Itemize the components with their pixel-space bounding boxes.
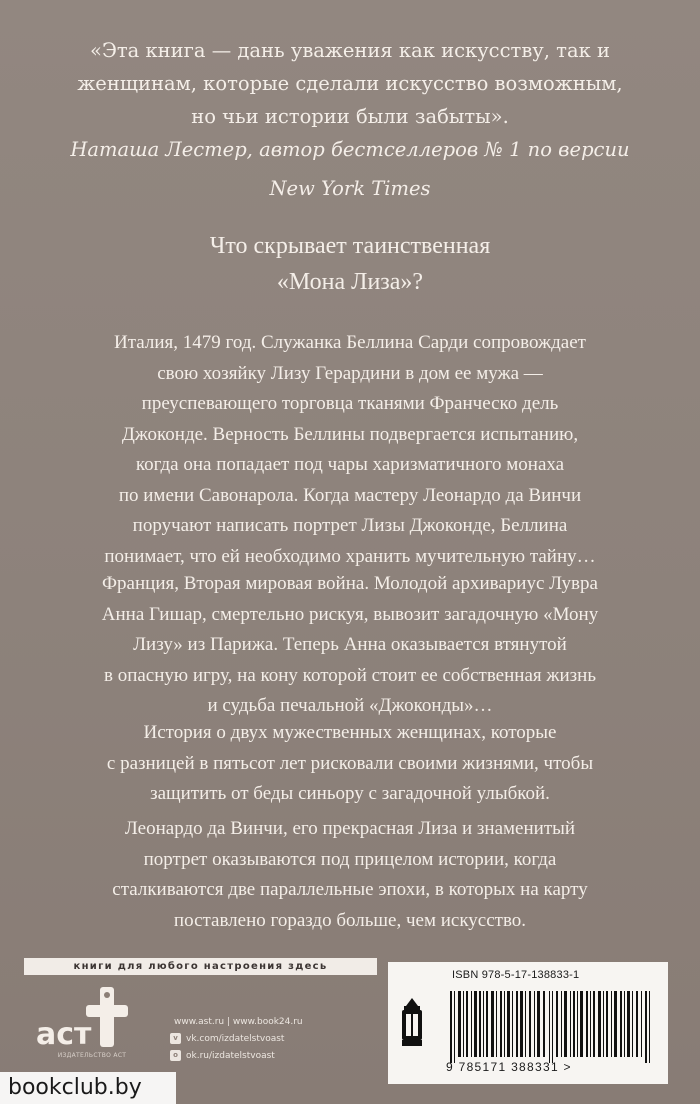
headline-line-2: «Мона Лиза»? (276, 269, 424, 295)
paragraph-leonardo (20, 814, 680, 936)
publisher-links (170, 1013, 380, 1064)
lantern-icon (398, 998, 426, 1050)
watermark: bookclub.by (0, 1072, 176, 1104)
paragraph-line: Франция, Вторая мировая война. Молодой архивариус Лувра (102, 573, 598, 594)
paragraph-line: понимает, что ей необходимо хранить мучительную тайну… (104, 545, 596, 567)
headline-line-1: Что скрывает таинственная (209, 233, 491, 259)
review-quote (20, 34, 680, 205)
paragraph-line: Анна Гишар, смертельно рискуя, вывозит загадочную «Мону (101, 603, 599, 625)
vk-link[interactable] (170, 1030, 380, 1047)
barcode-icon (446, 988, 660, 1066)
paragraph-france (20, 569, 680, 722)
paragraph-line: Леонардо да Винчи, его прекрасная Лиза и знаменитый (124, 818, 576, 839)
quote-source: New York Times (269, 177, 431, 200)
ok-icon: o (170, 1050, 181, 1061)
headline (40, 228, 660, 300)
paragraph-line: сталкиваются две параллельные эпохи, в которых на карту (112, 879, 588, 900)
paragraph-italy (20, 328, 680, 572)
paragraph-line: Лизу» из Парижа. Теперь Анна оказывается втянутой (133, 634, 567, 655)
paragraph-line: преуспевающего торговца тканями Франческо дель (141, 393, 559, 414)
quote-line-3: но чьи истории были забыты». (191, 105, 509, 128)
paragraph-line: История о двух мужественных женщинах, которые (143, 722, 557, 743)
paragraph-line: с разницей в пятьсот лет рисковали своими жизнями, чтобы (106, 752, 594, 774)
paragraph-line: по имени Савонарола. Когда мастеру Леонардо да Винчи (118, 484, 582, 506)
quote-line-1: «Эта книга — дань уважения как искусству, так и (90, 39, 610, 62)
paragraph-line: поручают написать портрет Лизы Джоконде, Беллина (132, 515, 568, 536)
ok-link[interactable] (170, 1047, 380, 1064)
paragraph-line: свою хозяйку Лизу Герардини в дом ее мужа — (157, 362, 543, 384)
ok-link-text: ok.ru/izdatelstvoast (186, 1050, 275, 1061)
paragraph-line: Италия, 1479 год. Служанка Беллина Сарди сопровождает (114, 332, 586, 353)
paragraph-story (20, 718, 680, 810)
publisher-subtitle: ИЗДАТЕЛЬСТВО АСТ (57, 1052, 127, 1059)
paragraph-line: портрет оказываются под прицелом истории, когда (143, 848, 557, 870)
tagline-bar: книги для любого настроения здесь (24, 958, 377, 975)
paragraph-line: защитить от беды синьору с загадочной улыбкой. (150, 783, 550, 804)
quote-attribution: Наташа Лестер, автор бестселлеров № 1 по версии (70, 138, 630, 161)
paragraph-line: поставлено гораздо больше, чем искусство. (173, 909, 527, 931)
publisher-logo-text: аст (36, 1017, 92, 1052)
vk-link-text: vk.com/izdatelstvoast (186, 1033, 285, 1044)
paragraph-line: и судьба печальной «Джоконды»… (207, 695, 493, 716)
vk-icon: v (170, 1033, 181, 1044)
paragraph-line: Джоконде. Верность Беллины подвергается испытанию, (121, 423, 579, 445)
quote-line-2: женщинам, которые сделали искусство возможным, (77, 72, 623, 95)
paragraph-line: в опасную игру, на кону которой стоит ее собственная жизнь (103, 664, 597, 686)
barcode-digits: 9 785171 388331 > (446, 1060, 572, 1074)
website-links[interactable]: www.ast.ru | www.book24.ru (174, 1016, 303, 1027)
paragraph-line: когда она попадает под чары харизматичного монаха (135, 454, 565, 475)
barcode-panel (388, 962, 668, 1084)
isbn-number: ISBN 978-5-17-138833-1 (452, 969, 580, 981)
